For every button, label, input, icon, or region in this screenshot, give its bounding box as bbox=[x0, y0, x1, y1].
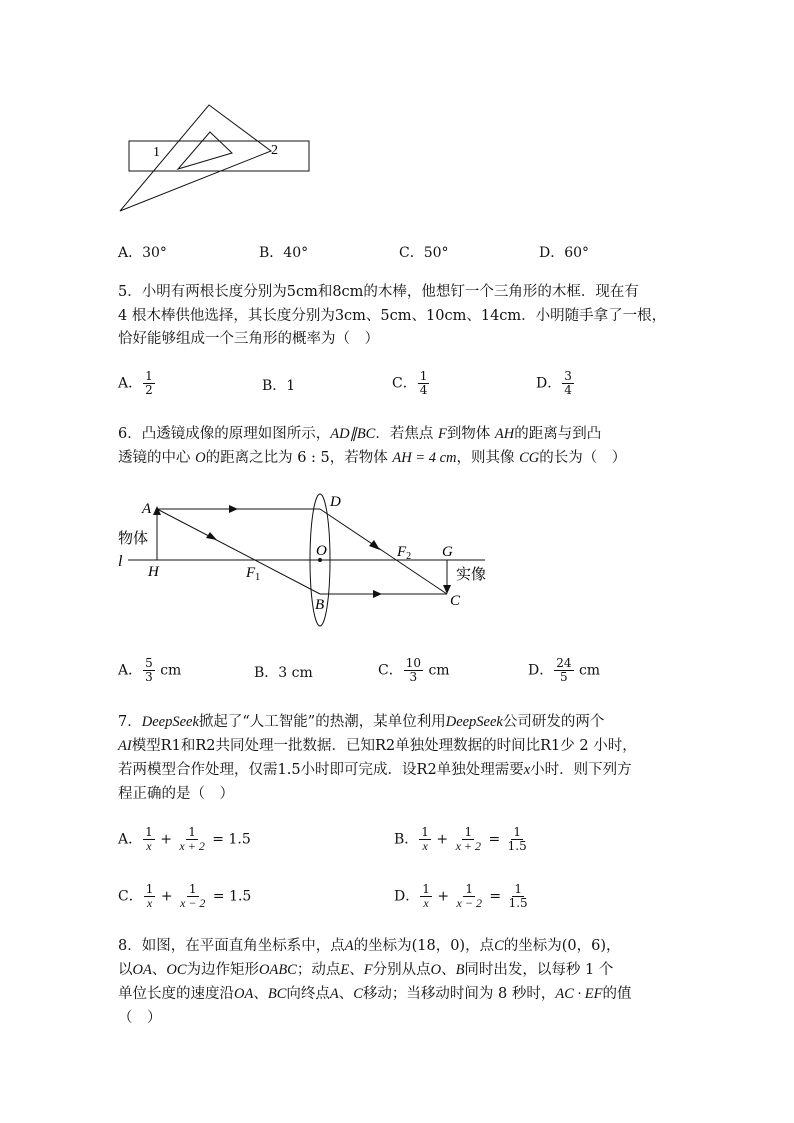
ray-arrowhead bbox=[373, 590, 382, 598]
q8-line-3: 单位长度的速度沿OA、BC向终点A、C移动；当移动时间为 8 秒时，AC · EF的值 bbox=[118, 986, 632, 1002]
image-label: 实像 bbox=[456, 567, 487, 583]
fraction: $\frac{1}{x}$ bbox=[145, 882, 154, 910]
fraction: $\frac{1}{x + 2}$ bbox=[455, 825, 482, 853]
ray-ab bbox=[157, 509, 320, 594]
q4-option-c: C．50° bbox=[399, 245, 449, 261]
point-a-label: A bbox=[142, 501, 152, 517]
q4-option-b: B．40° bbox=[259, 245, 309, 261]
q7-option-c: C． $\frac{1}{x}$ + $\frac{1}{x - 2}$ = 1.5 bbox=[118, 882, 252, 910]
q7-option-a: A． $\frac{1}{x}$ + $\frac{1}{x + 2}$ = 1.5 bbox=[118, 825, 251, 853]
fraction: $\frac{1}{x - 2}$ bbox=[456, 882, 482, 910]
q8-line-4: （ ） bbox=[118, 1010, 162, 1026]
q4-figure bbox=[115, 95, 315, 220]
axis-l-label: l bbox=[118, 553, 123, 570]
q6-line-2: 透镜的中心 O的距离之比为 6 : 5，若物体 AH = 4 cm，则其像 CG的长为（ ） bbox=[118, 450, 627, 466]
q5-line-2: 4 根木棒供他选择，其长度分别为3cm、5cm、10cm、14cm．小明随手拿了一根， bbox=[118, 308, 667, 324]
point-h-label: H bbox=[148, 564, 159, 580]
q8-line-2: 以OA、OC为边作矩形OABC；动点E、F分别从点O、B同时出发，以每秒 1 个 bbox=[118, 962, 614, 978]
q6-option-a: A． $\frac{5}{3}$ cm bbox=[118, 656, 182, 684]
ray-arrowhead bbox=[206, 532, 217, 540]
lens-figure bbox=[110, 488, 500, 630]
ray-arrowhead bbox=[229, 505, 238, 513]
point-f2-label: $F_2$ bbox=[397, 544, 412, 562]
q7-option-d: D． $\frac{1}{x}$ + $\frac{1}{x - 2}$ = $\frac{1}{1.5}$ bbox=[394, 882, 528, 910]
q7-line-1: 7．DeepSeek掀起了“人工智能”的热潮，某单位利用DeepSeek公司研发的两个 bbox=[118, 714, 605, 730]
fraction: $\frac{1}{x}$ bbox=[145, 825, 153, 853]
fraction: $\frac{10}{3}$ bbox=[405, 656, 421, 684]
object-label: 物体 bbox=[118, 531, 149, 547]
fraction: $\frac{1}{1.5}$ bbox=[508, 882, 528, 910]
fraction: $\frac{1}{x + 2}$ bbox=[179, 825, 205, 853]
fraction: $\frac{1}{x}$ bbox=[421, 825, 429, 853]
q7-option-b: B． $\frac{1}{x}$ + $\frac{1}{x + 2}$ = $\frac{1}{1.5}$ bbox=[394, 825, 527, 853]
angle-2-label: 2 bbox=[271, 143, 278, 158]
q6-option-b: B．3 cm bbox=[254, 665, 313, 681]
point-d-label: D bbox=[330, 494, 341, 510]
fraction: $\frac{1}{1.5}$ bbox=[507, 825, 527, 853]
q7-line-2: AI模型R1和R2共同处理一批数据．已知R2单独处理数据的时间比R1少 2 小时， bbox=[118, 738, 637, 754]
set-square-inner bbox=[178, 132, 232, 169]
q7-line-3: 若两模型合作处理，仅需1.5小时即可完成．设R2单独处理需要x小时．则下列方 bbox=[118, 762, 632, 778]
point-g-label: G bbox=[442, 544, 453, 560]
q5-line-3: 恰好能够组成一个三角形的概率为（ ） bbox=[118, 331, 379, 347]
point-f1-label: $F_1$ bbox=[246, 565, 261, 583]
q4-option-d: D．60° bbox=[539, 245, 590, 261]
ray-dc bbox=[320, 509, 447, 594]
q5-option-b: B．1 bbox=[262, 378, 296, 394]
set-square-outer bbox=[120, 105, 271, 211]
fraction: $\frac{3}{4}$ bbox=[564, 369, 572, 397]
q5-option-d: D． $\frac{3}{4}$ bbox=[536, 369, 572, 397]
fraction: $\frac{1}{x}$ bbox=[422, 882, 430, 910]
q7-line-4: 程正确的是（ ） bbox=[118, 786, 234, 802]
point-c-label: C bbox=[450, 593, 461, 609]
fraction: $\frac{1}{x - 2}$ bbox=[180, 882, 206, 910]
q6-option-c: C． $\frac{10}{3}$ cm bbox=[378, 656, 450, 684]
fraction: $\frac{1}{2}$ bbox=[145, 369, 153, 397]
q5-line-1: 5．小明有两根长度分别为5cm和8cm的木棒，他想钉一个三角形的木框．现在有 bbox=[118, 284, 639, 300]
q8-line-1: 8．如图，在平面直角坐标系中，点A的坐标为(18，0)，点C的坐标为(0，6)， bbox=[118, 938, 621, 954]
point-o-label: O bbox=[316, 543, 327, 559]
q5-option-c: C． $\frac{1}{4}$ bbox=[392, 369, 428, 397]
q6-line-1: 6．凸透镜成像的原理如图所示，AD∥BC．若焦点 F到物体 AH的距离与到凸 bbox=[118, 426, 602, 442]
fraction: $\frac{24}{5}$ bbox=[556, 656, 572, 684]
angle-1-label: 1 bbox=[153, 145, 160, 160]
ray-arrowhead bbox=[369, 540, 380, 550]
point-b-label: B bbox=[315, 597, 325, 613]
fraction: $\frac{5}{3}$ bbox=[145, 656, 153, 684]
q5-option-a: A． $\frac{1}{2}$ bbox=[118, 369, 153, 397]
fraction: $\frac{1}{4}$ bbox=[419, 369, 428, 397]
q4-option-a: A．30° bbox=[118, 245, 167, 261]
q6-option-d: D． $\frac{24}{5}$ cm bbox=[528, 656, 601, 684]
